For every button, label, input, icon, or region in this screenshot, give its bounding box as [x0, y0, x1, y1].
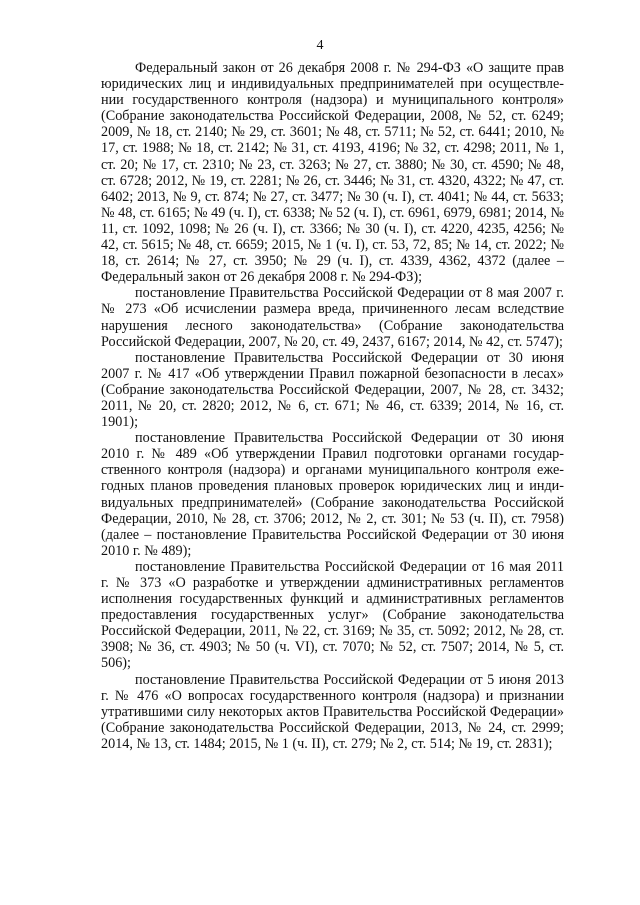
page-number: 4	[316, 38, 324, 53]
document-body	[101, 60, 564, 752]
paragraph-resolution-476: постановление Правительства Российской Федерации от 5 июня 2013 г. № 476 «О вопросах государственного контроля (надзора) и признании утратившими силу некоторых актов Правительства Российской Федерации» (Собрание законодательства Российской Федерации, 2013, № 24, ст. 2999; 2014, № 13, ст. 1484; 2015, № 1 (ч. II), ст. 279; № 2, ст. 514; № 19, ст. 2831);	[101, 671, 564, 752]
paragraph-resolution-273: постановление Правительства Российской Федерации от 8 мая 2007 г. № 273 «Об исчислении размера вреда, причиненного лесам вследствие нарушения лесного законодательства» (Собрание законодательства Российской Федерации, 2007, № 20, ст. 49, 2437, 6167; 2014, № 42, ст. 5747);	[101, 285, 564, 350]
paragraph-resolution-417: постановление Правительства Российской Федерации от 30 июня 2007 г. № 417 «Об утверждении Правил пожарной безопасности в лесах» (Собрание законодательства Российской Федерации, 2007, № 28, ст. 3432; 2011, № 20, ст. 2820; 2012, № 6, ст. 671; № 46, ст. 6339; 2014, № 16, ст. 1901);	[101, 349, 564, 431]
paragraph-federal-law-294: Федеральный закон от 26 декабря 2008 г. № 294-ФЗ «О защите прав юридических лиц и индивидуальных предпринимателей при осуществлении государственного контроля (надзора) и муниципального контроля» (Собрание законодательства Российской Федерации, 2008, № 52, ст. 6249; 2009, № 18, ст. 2140; № 29, ст. 3601; № 48, ст. 5711; № 52, ст. 6441; 2010, № 17, ст. 1988; № 18, ст. 2142; № 31, ст. 4193, 4196; № 32, ст. 4298; 2011, № 1, ст. 20; № 17, ст. 2310; № 23, ст. 3263; № 27, ст. 3880; № 30, ст. 4590; № 48, ст. 6728; 2012, № 19, ст. 2281; № 26, ст. 3446; № 31, ст. 4320, 4322; № 47, ст. 6402; 2013, № 9, ст. 874; № 27, ст. 3477; № 30 (ч. I), ст. 4041; № 44, ст. 5633; № 48, ст. 6165; № 49 (ч. I), ст. 6338; № 52 (ч. I), ст. 6961, 6979, 6981; 2014, № 11, ст. 1092, 1098; № 26 (ч. I), ст. 3366; № 30 (ч. I), ст. 4220, 4235, 4256; № 42, ст. 5615; № 48, ст. 6659; 2015, № 1 (ч. I), ст. 53, 72, 85; № 14, ст. 2022; № 18, ст. 2614; № 27, ст. 3950; № 29 (ч. I), ст. 4339, 4362, 4372 (далее – Федеральный закон от 26 декабря 2008 г. № 294-ФЗ);	[101, 60, 564, 286]
paragraph-resolution-489: постановление Правительства Российской Федерации от 30 июня 2010 г. № 489 «Об утверждении Правил подготовки органами государственного контроля (надзора) и органами муниципального контроля ежегодных планов проведения плановых проверок юридических лиц и индивидуальных предпринимателей» (Собрание законодательства Российской Федерации, 2010, № 28, ст. 3706; 2012, № 2, ст. 301; № 53 (ч. II), ст. 7958) (далее – постановление Правительства Российской Федерации от 30 июня 2010 г. № 489);	[101, 430, 564, 559]
paragraph-resolution-373: постановление Правительства Российской Федерации от 16 мая 2011 г. № 373 «О разработке и утверждении административных регламентов исполнения государственных функций и административных регламентов предоставления государственных услуг» (Собрание законодательства Российской Федерации, 2011, № 22, ст. 3169; № 35, ст. 5092; 2012, № 28, ст. 3908; № 36, ст. 4903; № 50 (ч. VI), ст. 7070; № 52, ст. 7507; 2014, № 5, ст. 506);	[101, 558, 564, 672]
